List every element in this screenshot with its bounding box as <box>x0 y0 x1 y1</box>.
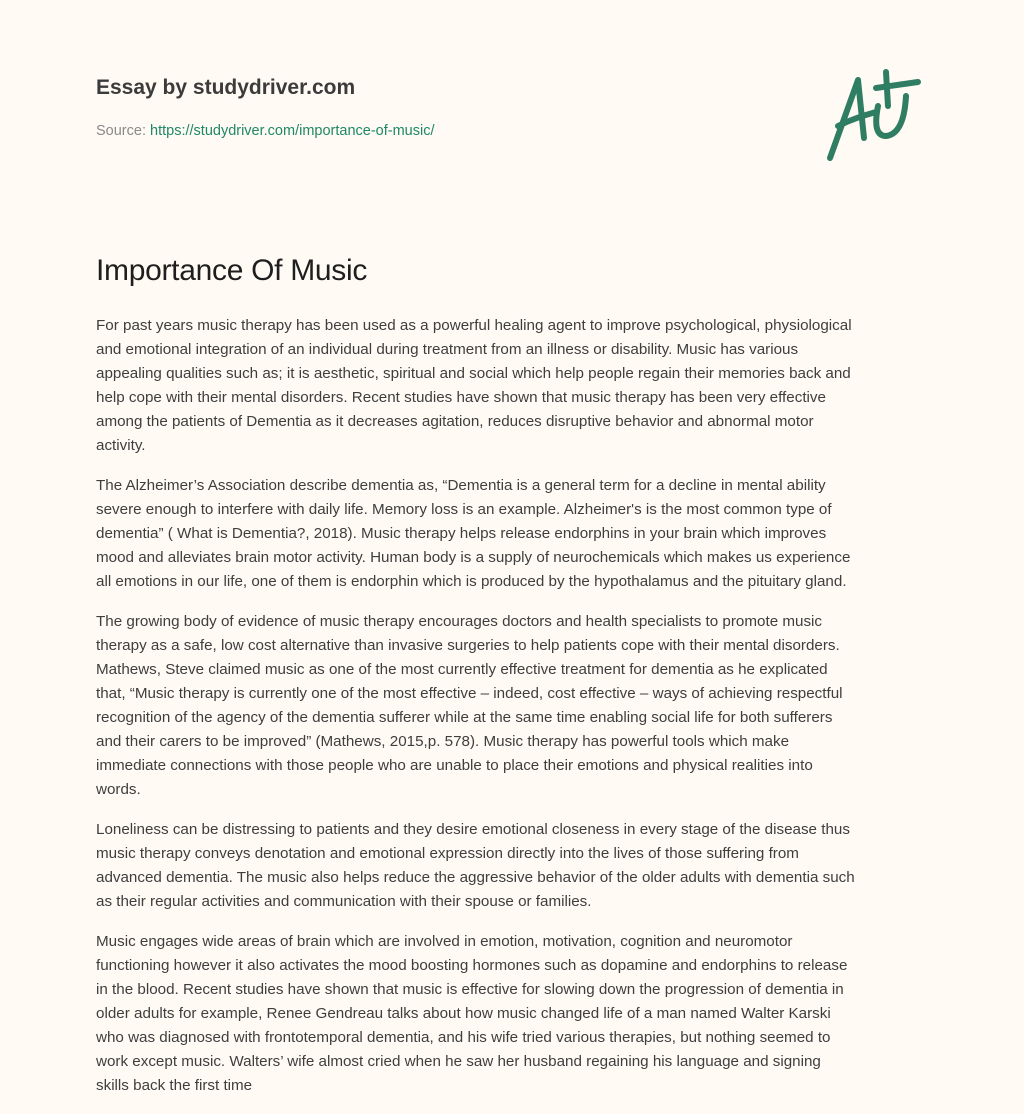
essay-paragraph <box>96 610 936 802</box>
a-plus-logo <box>820 66 930 166</box>
paragraph-line: advanced dementia. The music also helps reduce the aggressive behavior of the older adults with dementia such <box>96 869 855 886</box>
paragraph-line: as their regular activities and communication with their spouse or families. <box>96 893 592 910</box>
essay-paragraph <box>96 930 936 1098</box>
paragraph-line: music therapy conveys denotation and emotional expression directly into the lives of those suffering from <box>96 845 799 862</box>
essay-title: Importance Of Music <box>96 254 368 287</box>
source-line <box>96 123 434 139</box>
paragraph-line: and their carers to be improved” (Mathews, 2015,p. 578). Music therapy has powerful tools which make <box>96 733 790 750</box>
paragraph-line: skills back the first time <box>96 1077 253 1094</box>
site-title: Essay by studydriver.com <box>96 76 356 99</box>
paragraph-line: severe enough to interfere with daily life. Memory loss is an example. Alzheimer's is the most common type of <box>96 501 832 518</box>
essay-paragraph <box>96 474 936 594</box>
source-link[interactable]: https://studydriver.com/importance-of-music/ <box>150 123 435 139</box>
paragraph-line: immediate connections with those people who are unable to place their emotions and physical realities into <box>96 757 813 774</box>
paragraph-line: appealing qualities such as; it is aesthetic, spiritual and social which help people regain their memories back and <box>96 365 851 382</box>
paragraph-line: For past years music therapy has been used as a powerful healing agent to improve psychological, physiological <box>96 317 852 334</box>
paragraph-line: The Alzheimer’s Association describe dementia as, “Dementia is a general term for a decline in mental ability <box>96 477 826 494</box>
paragraph-line: mood and alleviates brain motor activity. Human body is a supply of neurochemicals which makes us experience <box>96 549 851 566</box>
paragraph-line: The growing body of evidence of music therapy encourages doctors and health specialists to promote music <box>96 613 823 630</box>
paragraph-line: activity. <box>96 437 146 454</box>
essay-body <box>96 314 936 1114</box>
paragraph-line: older adults for example, Renee Gendreau talks about how music changed life of a man named Walter Karski <box>96 1005 831 1022</box>
paragraph-line: work except music. Walters’ wife almost cried when he saw her husband regaining his language and signing <box>96 1053 821 1070</box>
paragraph-line: dementia” ( What is Dementia?, 2018). Music therapy helps release endorphins in your brain which improves <box>96 525 827 542</box>
paragraph-line: all emotions in our life, one of them is endorphin which is produced by the hypothalamus and the pituitary gland. <box>96 573 847 590</box>
paragraph-line: words. <box>96 781 141 798</box>
paragraph-line: help cope with their mental disorders. Recent studies have shown that music therapy has been very effective <box>96 389 826 406</box>
paragraph-line: Music engages wide areas of brain which are involved in emotion, motivation, cognition and neuromotor <box>96 933 793 950</box>
paragraph-line: that, “Music therapy is currently one of the most effective – indeed, cost effective – ways of achieving respectful <box>96 685 843 702</box>
paragraph-line: who was diagnosed with frontotemporal dementia, and his wife tried various therapies, but nothing seemed to <box>96 1029 831 1046</box>
paragraph-line: therapy as a safe, low cost alternative than invasive surgeries to help patients cope with their mental disorders. <box>96 637 840 654</box>
paragraph-line: functioning however it also activates the mood boosting hormones such as dopamine and endorphins to release <box>96 957 848 974</box>
paragraph-line: recognition of the agency of the dementia sufferer while at the same time enabling social life for both sufferers <box>96 709 833 726</box>
essay-paragraph <box>96 314 936 458</box>
paragraph-line: among the patients of Dementia as it decreases agitation, reduces disruptive behavior and abnormal motor <box>96 413 814 430</box>
essay-paragraph <box>96 818 936 914</box>
source-label: Source: <box>96 123 146 139</box>
paragraph-line: Loneliness can be distressing to patients and they desire emotional closeness in every stage of the disease thus <box>96 821 850 838</box>
paragraph-line: Mathews, Steve claimed music as one of the most currently effective treatment for dementia as he explicated <box>96 661 828 678</box>
paragraph-line: and emotional integration of an individual during treatment from an illness or disability. Music has various <box>96 341 799 358</box>
paragraph-line: in the blood. Recent studies have shown that music is effective for slowing down the progression of dementia in <box>96 981 844 998</box>
